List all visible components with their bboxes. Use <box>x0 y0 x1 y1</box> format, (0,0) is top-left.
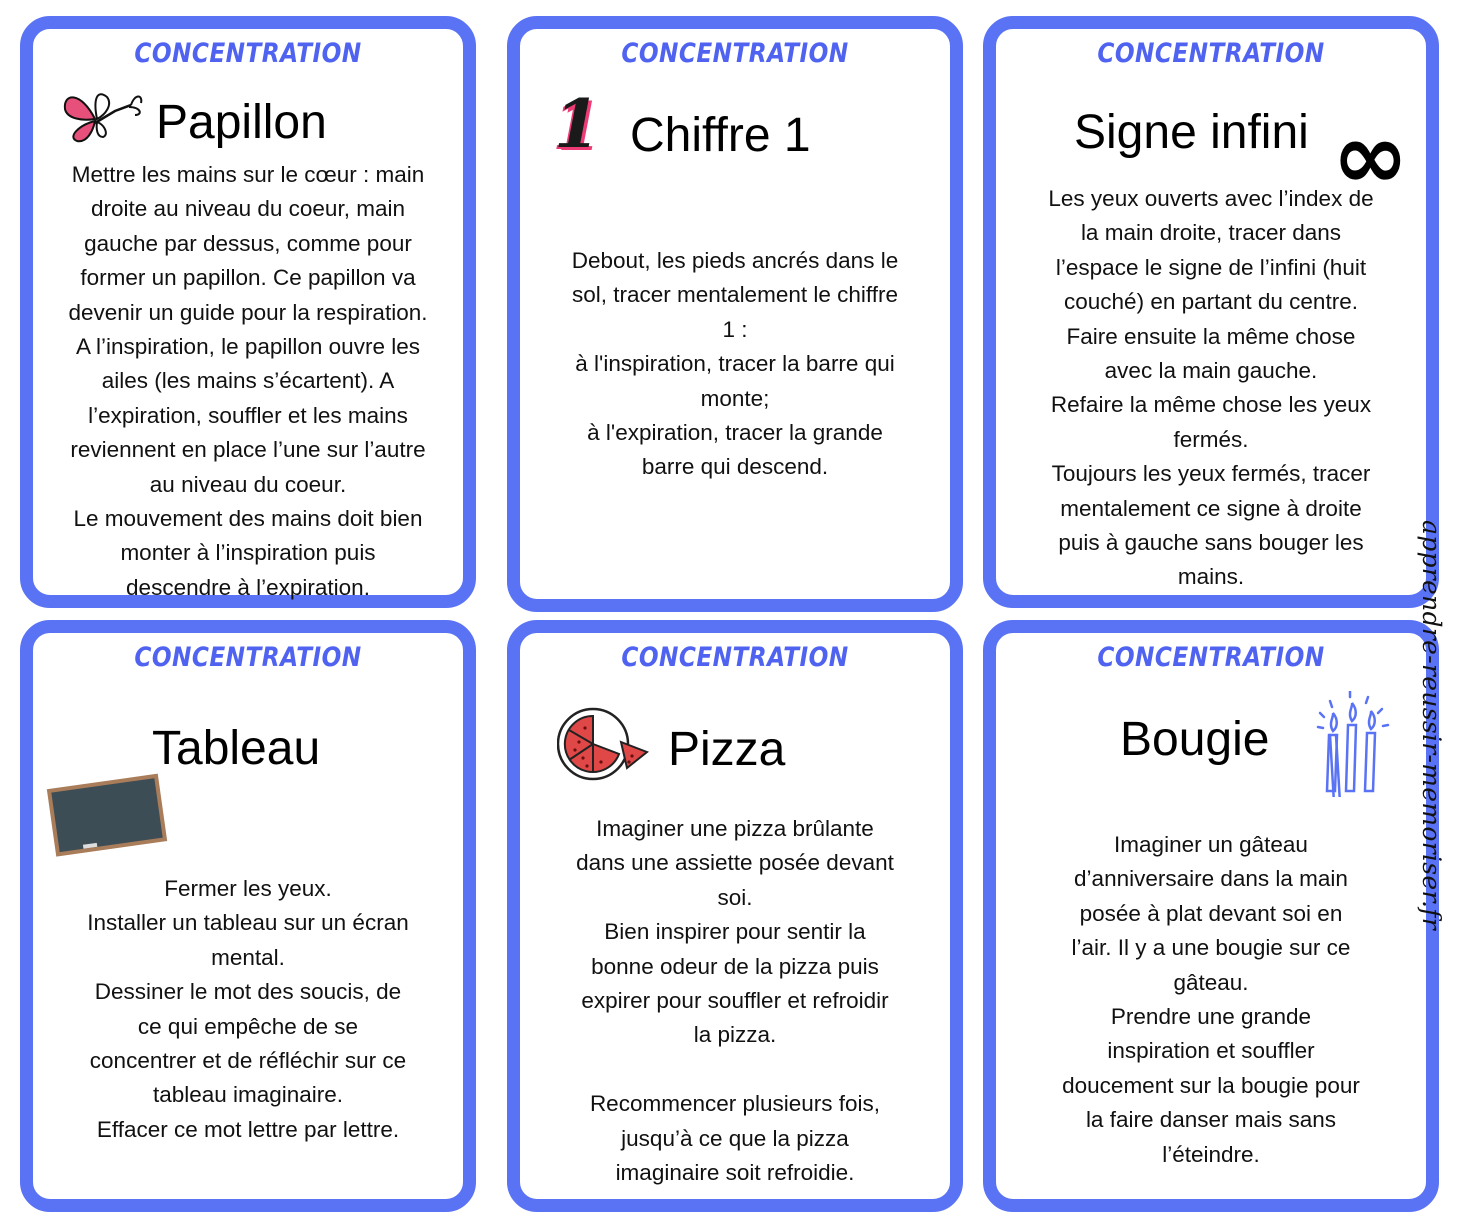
card-kicker: CONCENTRATION <box>621 642 849 673</box>
side-website-text: apprendre-reussir-memoriser.fr <box>1417 520 1446 931</box>
card-signe-infini <box>983 16 1439 608</box>
infinity-icon: ∞ <box>1332 103 1409 210</box>
card-pizza <box>507 620 963 1212</box>
butterfly-icon <box>59 85 145 145</box>
card-text: Imaginer un gâteau d’anniversaire dans la main posée à plat devant soi en l’air. Il y a une bougie sur ce gâteau. Prendre une grande inspiration et souffler doucement sur la bougie pour la faire danser mais sans l’éteindre. <box>1062 832 1360 1167</box>
card-title: Pizza <box>668 723 786 776</box>
card-tableau <box>20 620 476 1212</box>
card-kicker: CONCENTRATION <box>1097 642 1325 673</box>
card-text: Debout, les pieds ancrés dans le sol, tracer mentalement le chiffre 1 : à l'inspiration, tracer la barre qui monte; à l'expiration, tracer la grande barre qui descend. <box>571 248 899 480</box>
card-kicker: CONCENTRATION <box>621 38 849 69</box>
card-kicker: CONCENTRATION <box>1097 38 1325 69</box>
chalkboard-icon <box>41 767 175 863</box>
candles-icon <box>1310 691 1394 797</box>
card-chiffre-1 <box>507 16 963 612</box>
card-title: Tableau <box>152 722 321 775</box>
card-text: Imaginer une pizza brûlante dans une assiette posée devant soi. Bien inspirer pour sentir la bonne odeur de la pizza puis expirer pour souffler et refroidir la pizza. Recommencer plusieurs fois, jusqu’à ce que la pizza imaginaire soit refroidie. <box>576 816 894 1186</box>
card-text: Les yeux ouverts avec l’index de la main droite, tracer dans l’espace le signe de l’infini (huit couché) en partant du centre. Faire ensuite la même chose avec la main gauche. Refaire la même chose les yeux fermés. Toujours les yeux fermés, tracer mentalement ce signe à droite puis à gauche sans bouger les mains. <box>1048 186 1374 590</box>
card-title: Chiffre 1 <box>630 109 811 162</box>
card-bougie <box>983 620 1439 1212</box>
number-one-icon: 1 <box>554 85 600 163</box>
card-papillon <box>20 16 476 608</box>
card-text: Mettre les mains sur le cœur : main droite au niveau du coeur, main gauche par dessus, comme pour former un papillon. Ce papillon va devenir un guide pour la respiration. A l’inspiration, le papillon ouvre les ailes (les mains s’écartent). A l’expiration, souffler et les mains reviennent en place l’une sur l’autre au niveau du coeur. Le mouvement des mains doit bien monter à l’inspiration puis descendre à l’expiration. <box>68 162 428 600</box>
side-website-label <box>1417 520 1466 940</box>
card-kicker: CONCENTRATION <box>134 642 362 673</box>
card-title: Bougie <box>1120 713 1270 766</box>
pizza-icon <box>557 706 649 782</box>
card-kicker: CONCENTRATION <box>134 38 362 69</box>
card-title: Signe infini <box>1074 106 1309 159</box>
card-text: Fermer les yeux. Installer un tableau sur un écran mental. Dessiner le mot des soucis, de ce qui empêche de se concentrer et de réfléchir sur ce tableau imaginaire. Effacer ce mot lettre par lettre. <box>87 876 409 1142</box>
card-title: Papillon <box>156 96 327 149</box>
